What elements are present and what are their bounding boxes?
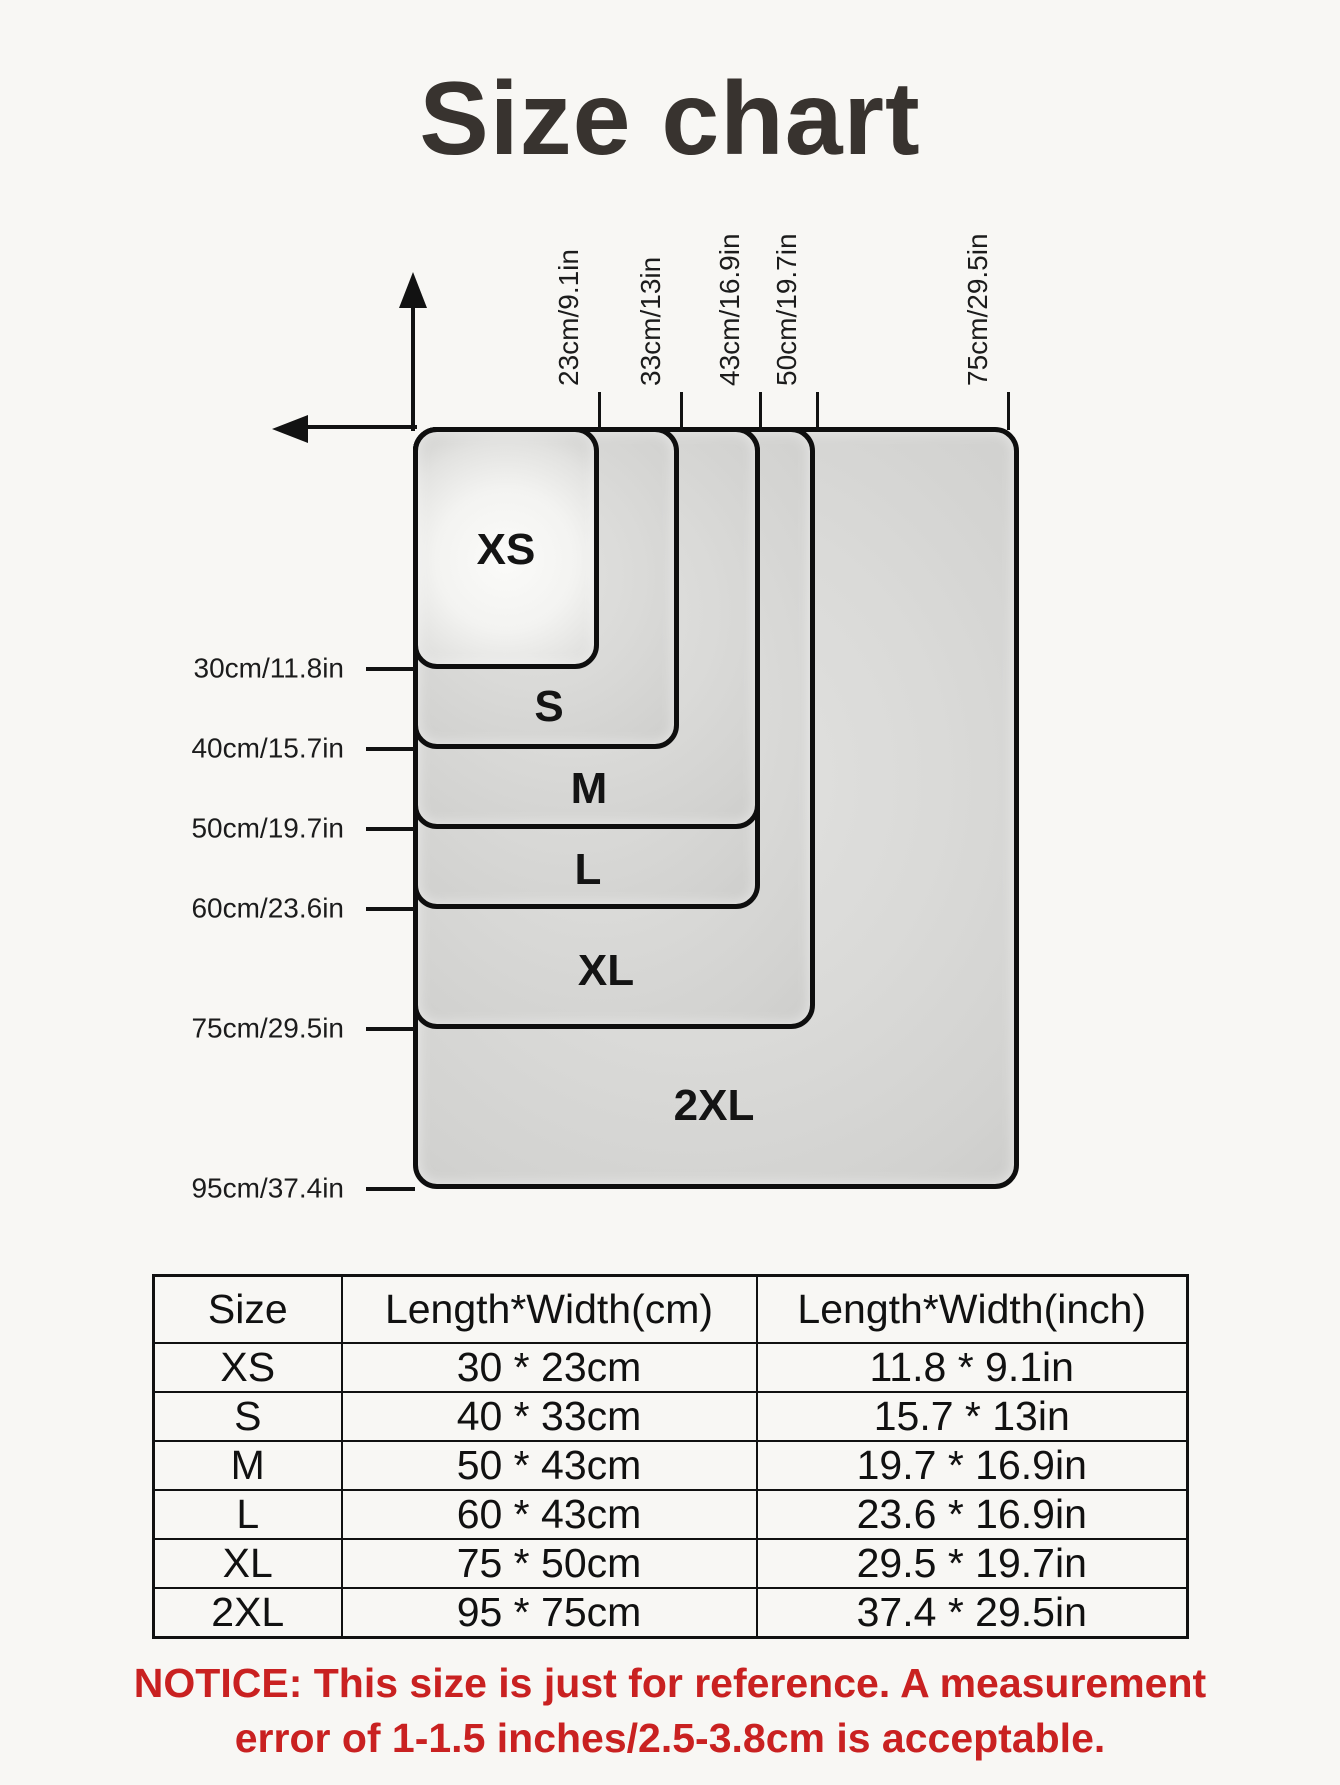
notice-text	[0, 1656, 1340, 1766]
length-tick-95cm	[366, 1187, 415, 1191]
width-tick-50cm	[816, 392, 819, 430]
cell-inch: 29.5 * 19.7in	[757, 1539, 1188, 1588]
length-label-30cm: 30cm/11.8in	[193, 652, 344, 684]
table-row-xs	[154, 1343, 1188, 1392]
size-label-xs: XS	[476, 525, 536, 574]
notice-line-2: error of 1-1.5 inches/2.5-3.8cm is acceptable.	[234, 1715, 1106, 1761]
cell-cm: 75 * 50cm	[342, 1539, 757, 1588]
cell-size: XL	[154, 1539, 342, 1588]
length-tick-40cm	[366, 747, 415, 751]
length-tick-30cm	[366, 667, 415, 671]
cell-inch: 23.6 * 16.9in	[757, 1490, 1188, 1539]
size-label-xl: XL	[577, 946, 635, 995]
cell-inch: 19.7 * 16.9in	[757, 1441, 1188, 1490]
x-axis-line	[303, 425, 417, 429]
length-label-60cm: 60cm/23.6in	[191, 892, 344, 924]
table-row-2xl	[154, 1588, 1188, 1638]
size-label-l: L	[574, 845, 602, 894]
size-table	[152, 1274, 1189, 1639]
y-axis-line	[411, 304, 415, 431]
width-tick-43cm	[759, 392, 762, 430]
cell-size: XS	[154, 1343, 342, 1392]
table-row-l	[154, 1490, 1188, 1539]
cell-inch: 15.7 * 13in	[757, 1392, 1188, 1441]
cell-cm: 50 * 43cm	[342, 1441, 757, 1490]
length-label-40cm: 40cm/15.7in	[191, 732, 344, 764]
header-length-inch: Length*Width(inch)	[757, 1276, 1188, 1344]
x-axis-arrow-icon	[272, 415, 308, 443]
cell-inch: 37.4 * 29.5in	[757, 1588, 1188, 1638]
size-label-s: S	[534, 682, 564, 731]
cell-cm: 40 * 33cm	[342, 1392, 757, 1441]
y-axis-arrow-icon	[399, 272, 427, 308]
table-header-row	[154, 1276, 1188, 1344]
cell-cm: 95 * 75cm	[342, 1588, 757, 1638]
size-chart-page: Size chart XS S M L XL 2XL 23cm/9.1in 33cm/13in 43cm/16.9in 50cm/19.7in 75cm/29.5in 30cm/11.8in 40cm/15.7in 50cm/19.7in 60cm/23.6in 75cm/29.5in 95cm/37.4in Size Length*Width(cm) Length*Width(inch) XS 30 * 23cm 11.8 * 9.1in S 40 * 33cm 15.7 * 13in M 50 * 43cm 19.7 * 16.9in L 60 * 43cm 23.6 * 16.9in XL 75 * 50cm 29.5 * 19.7in 2XL 95 * 75cm 37.4 * 29.5in NOTICE: This size is just for reference. A measurement error of 1-1.5 inches/2.5-3.8cm is acceptable.	[0, 0, 1340, 1785]
header-length-cm: Length*Width(cm)	[342, 1276, 757, 1344]
size-label-2xl: 2XL	[673, 1081, 755, 1130]
size-label-m: M	[570, 764, 608, 813]
cell-cm: 60 * 43cm	[342, 1490, 757, 1539]
cell-size: L	[154, 1490, 342, 1539]
length-label-75cm: 75cm/29.5in	[191, 1012, 344, 1044]
length-tick-75cm	[366, 1027, 415, 1031]
table-row-s	[154, 1392, 1188, 1441]
page-title: Size chart	[419, 61, 921, 177]
cell-cm: 30 * 23cm	[342, 1343, 757, 1392]
length-label-95cm: 95cm/37.4in	[191, 1172, 344, 1204]
width-tick-33cm	[680, 392, 683, 430]
length-tick-60cm	[366, 907, 415, 911]
length-label-50cm: 50cm/19.7in	[191, 812, 344, 844]
cell-size: S	[154, 1392, 342, 1441]
notice-line-1: NOTICE: This size is just for reference. A measurement	[133, 1660, 1207, 1706]
header-size: Size	[154, 1276, 342, 1344]
table-row-m	[154, 1441, 1188, 1490]
width-tick-75cm	[1007, 392, 1010, 430]
width-tick-23cm	[598, 392, 601, 430]
cell-size: 2XL	[154, 1588, 342, 1638]
cell-size: M	[154, 1441, 342, 1490]
length-tick-50cm	[366, 827, 415, 831]
cell-inch: 11.8 * 9.1in	[757, 1343, 1188, 1392]
table-row-xl	[154, 1539, 1188, 1588]
